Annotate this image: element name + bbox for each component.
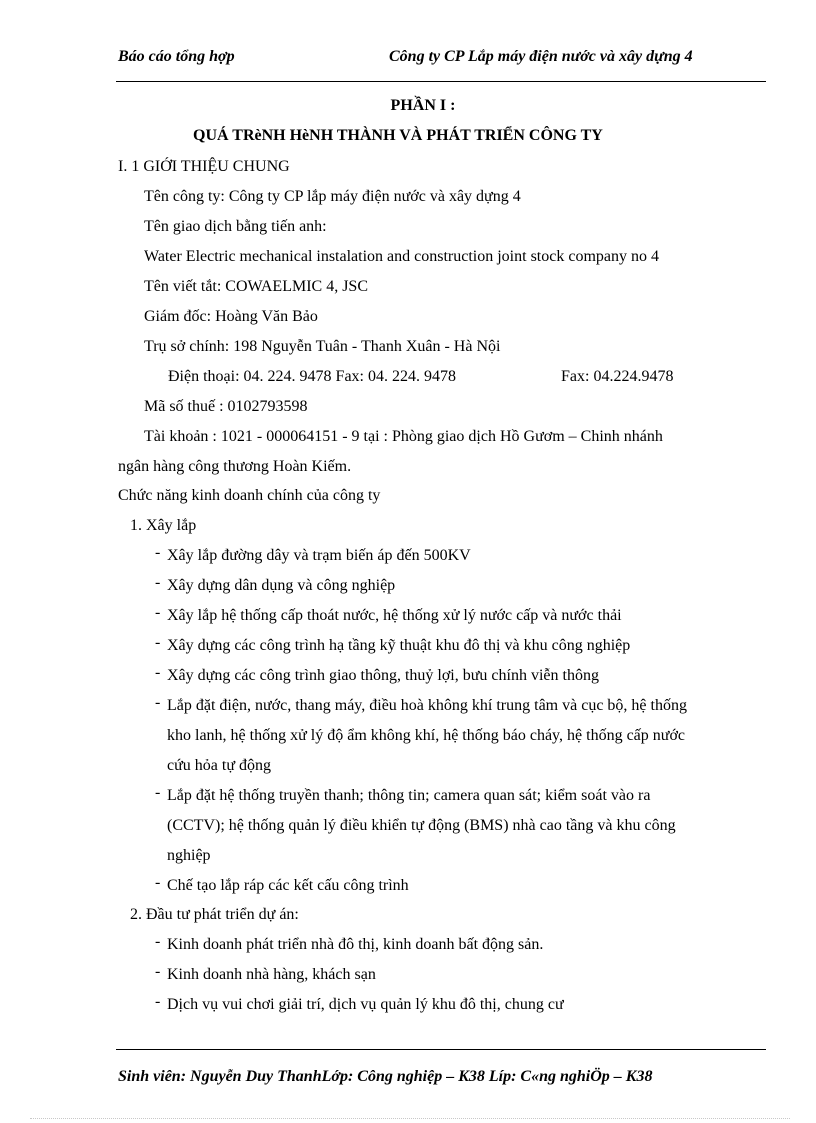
bullet-dash-icon: - (155, 634, 161, 651)
info-abbreviation: Tên viết tắt: COWAELMIC 4, JSC (144, 278, 368, 295)
list2-item: Kinh doanh phát triển nhà đô thị, kinh doanh bất động sản. (167, 936, 544, 953)
part-number: PHẦN I : (390, 97, 456, 114)
list1-item-line: Lắp đặt điện, nước, thang máy, điều hoà không khí trung tâm và cục bộ, hệ thống (167, 697, 687, 714)
list1-item-line: Xây dựng dân dụng và công nghiệp (167, 577, 396, 594)
info-account-line1: Tài khoản : 1021 - 000064151 - 9 tại : Phòng giao dịch Hồ Gươm – Chinh nhánh (144, 428, 663, 445)
list2-item: Kinh doanh nhà hàng, khách sạn (167, 966, 376, 983)
list1-item-line: Lắp đặt hệ thống truyền thanh; thông tin; camera quan sát; kiểm soát vào ra (167, 787, 651, 804)
bullet-dash-icon: - (155, 874, 161, 891)
info-fax: Fax: 04.224.9478 (561, 368, 674, 385)
bullet-dash-icon: - (155, 604, 161, 621)
list1-item-line: Xây lắp hệ thống cấp thoát nước, hệ thống xử lý nước cấp và nước thải (167, 607, 622, 624)
info-headquarters: Trụ sở chính: 198 Nguyễn Tuân - Thanh Xuân - Hà Nội (144, 338, 501, 355)
bullet-dash-icon: - (155, 664, 161, 681)
list1-item-line: cứu hỏa tự động (167, 757, 271, 774)
info-trade-name: Water Electric mechanical instalation and construction joint stock company no 4 (144, 248, 659, 265)
info-trade-name-label: Tên giao dịch bằng tiến anh: (144, 218, 327, 235)
bullet-dash-icon: - (155, 933, 161, 950)
bullet-dash-icon: - (155, 694, 161, 711)
info-tax-code: Mã số thuế : 0102793598 (144, 398, 308, 415)
footer-text: Sinh viên: Nguyễn Duy ThanhLớp: Công nghiệp – K38 Líp: C«ng nghiÖp – K38 (118, 1068, 653, 1085)
info-phone: Điện thoại: 04. 224. 9478 Fax: 04. 224. 9478 (168, 368, 456, 385)
part-title: QUÁ TRèNH HèNH THÀNH VÀ PHÁT TRIỂN CÔNG TY (193, 127, 603, 144)
list1-item-line: (CCTV); hệ thống quản lý điều khiển tự động (BMS) nhà cao tầng và khu công (167, 817, 676, 834)
bullet-dash-icon: - (155, 544, 161, 561)
list1-item-line: Xây dựng các công trình hạ tầng kỹ thuật khu đô thị và khu công nghiệp (167, 637, 631, 654)
list1-item-line: Chế tạo lắp ráp các kết cấu công trình (167, 877, 409, 894)
list1-heading: 1. Xây lắp (130, 517, 197, 534)
list2-item: Dịch vụ vui chơi giải trí, dịch vụ quản lý khu đô thị, chung cư (167, 996, 564, 1013)
list1-item-line: nghiệp (167, 847, 211, 864)
bullet-dash-icon: - (155, 784, 161, 801)
header-left: Báo cáo tổng hợp (118, 48, 235, 65)
list1-item-line: kho lanh, hệ thống xử lý độ ẩm không khí, hệ thống báo cháy, hệ thống cấp nước (167, 727, 685, 744)
footer-rule (116, 1049, 766, 1050)
info-company-name: Tên công ty: Công ty CP lắp máy điện nước và xây dựng 4 (144, 188, 521, 205)
header-rule (116, 81, 766, 82)
page-edge-line (30, 1118, 790, 1119)
section-heading: I. 1 GIỚI THIỆU CHUNG (118, 158, 290, 175)
bullet-dash-icon: - (155, 993, 161, 1010)
header-right: Công ty CP Lắp máy điện nước và xây dựng 4 (389, 48, 693, 65)
bullet-dash-icon: - (155, 574, 161, 591)
info-director: Giám đốc: Hoàng Văn Bảo (144, 308, 318, 325)
list1-item-line: Xây dựng các công trình giao thông, thuỷ lợi, bưu chính viễn thông (167, 667, 599, 684)
list1-item-line: Xây lắp đường dây và trạm biến áp đến 500KV (167, 547, 471, 564)
functions-heading: Chức năng kinh doanh chính của công ty (118, 487, 381, 504)
list2-heading: 2. Đầu tư phát triển dự án: (130, 906, 299, 923)
bullet-dash-icon: - (155, 963, 161, 980)
info-account-line2: ngân hàng công thương Hoàn Kiếm. (118, 458, 352, 475)
